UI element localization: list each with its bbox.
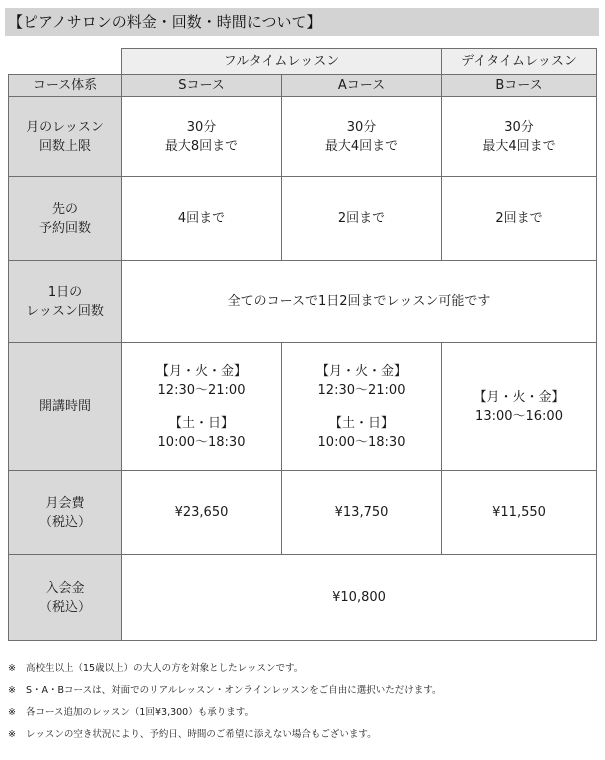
daily-count-all-courses: 全てのコースで1日2回までレッスン可能です <box>122 261 597 343</box>
advance-booking-label <box>9 177 122 261</box>
monthly-limit-b-max: 最大4回まで <box>482 138 556 154</box>
note-marker: ※ <box>8 707 16 718</box>
plan-header-row <box>9 49 597 75</box>
advance-booking-s-cell: 4回まで <box>122 177 282 261</box>
note-marker: ※ <box>8 685 16 696</box>
course-a-cell: Aコース <box>282 75 442 97</box>
monthly-fee-label <box>9 471 122 555</box>
hours-a-weekday-time: 12:30〜21:00 <box>317 382 406 398</box>
hours-row <box>9 343 597 471</box>
hours-s-weekday-label: 【月・火・金】 <box>155 363 247 379</box>
entry-fee-row <box>9 555 597 641</box>
note-marker: ※ <box>8 729 16 740</box>
course-system-label: コース体系 <box>9 75 122 97</box>
note-text: レッスンの空き状況により、予約日、時間のご希望に添えない場合もございます。 <box>26 729 377 740</box>
monthly-fee-label-line2: （税込） <box>38 514 91 530</box>
monthly-limit-label-line1: 月のレッスン <box>26 119 104 135</box>
note-item <box>8 658 598 680</box>
advance-booking-label-line2: 予約回数 <box>38 220 91 236</box>
advance-booking-a-cell: 2回まで <box>282 177 442 261</box>
note-item <box>8 680 598 702</box>
note-item <box>8 724 598 746</box>
hours-label: 開講時間 <box>9 343 122 471</box>
monthly-limit-a-max: 最大4回まで <box>324 138 399 154</box>
monthly-limit-label-line2: 回数上限 <box>38 138 91 154</box>
course-row <box>9 75 597 97</box>
monthly-fee-a-cell: ¥13,750 <box>282 471 442 555</box>
daily-count-label-line1: 1日の <box>47 284 83 300</box>
monthly-fee-label-line1: 月会費 <box>45 495 85 511</box>
monthly-limit-a-cell <box>282 97 442 177</box>
hours-s-cell <box>122 343 282 471</box>
entry-fee-all-courses: ¥10,800 <box>122 555 597 641</box>
monthly-limit-label <box>9 97 122 177</box>
empty-corner-cell <box>9 49 122 75</box>
monthly-fee-b-cell: ¥11,550 <box>442 471 597 555</box>
hours-a-weekend-time: 10:00〜18:30 <box>317 434 406 450</box>
note-item <box>8 702 598 724</box>
hours-a-weekend-label: 【土・日】 <box>329 415 395 431</box>
hours-b-cell <box>442 343 597 471</box>
note-marker: ※ <box>8 663 16 674</box>
monthly-fee-row <box>9 471 597 555</box>
note-text: 高校生以上（15歳以上）の大人の方を対象としたレッスンです。 <box>26 663 304 674</box>
advance-booking-b-cell: 2回まで <box>442 177 597 261</box>
daily-count-label-line2: レッスン回数 <box>26 303 104 319</box>
daily-count-row <box>9 261 597 343</box>
note-text: 各コース追加のレッスン（1回¥3,300）も承ります。 <box>26 707 254 718</box>
monthly-limit-b-duration: 30分 <box>504 119 534 135</box>
hours-s-weekend-time: 10:00〜18:30 <box>157 434 246 450</box>
hours-b-weekday-time: 13:00〜16:00 <box>475 408 563 424</box>
entry-fee-label <box>9 555 122 641</box>
monthly-limit-s-max: 最大8回まで <box>164 138 239 154</box>
hours-b-weekday-label: 【月・火・金】 <box>473 389 565 405</box>
monthly-limit-s-duration: 30分 <box>186 119 217 135</box>
entry-fee-label-line1: 入会金 <box>45 580 85 596</box>
note-text: S・A・Bコースは、対面でのリアルレッスン・オンラインレッスンをご自由に選択いただけます。 <box>26 685 442 696</box>
hours-s-weekend-label: 【土・日】 <box>168 415 234 431</box>
entry-fee-label-line2: （税込） <box>38 599 91 615</box>
notes-list <box>8 658 598 746</box>
hours-a-cell <box>282 343 442 471</box>
fulltime-lesson-header: フルタイムレッスン <box>122 49 442 75</box>
monthly-limit-row <box>9 97 597 177</box>
hours-s-weekday-time: 12:30〜21:00 <box>157 382 246 398</box>
hours-a-weekday-label: 【月・火・金】 <box>316 363 408 379</box>
page-title: 【ピアノサロンの料金・回数・時間について】 <box>5 8 599 36</box>
daily-count-label <box>9 261 122 343</box>
advance-booking-label-line1: 先の <box>51 201 78 217</box>
monthly-limit-b-cell <box>442 97 597 177</box>
pricing-table <box>8 48 597 641</box>
course-s-cell: Sコース <box>122 75 282 97</box>
monthly-limit-a-duration: 30分 <box>346 119 377 135</box>
monthly-fee-s-cell: ¥23,650 <box>122 471 282 555</box>
monthly-limit-s-cell <box>122 97 282 177</box>
daytime-lesson-header: デイタイムレッスン <box>442 49 597 75</box>
advance-booking-row <box>9 177 597 261</box>
course-b-cell: Bコース <box>442 75 597 97</box>
